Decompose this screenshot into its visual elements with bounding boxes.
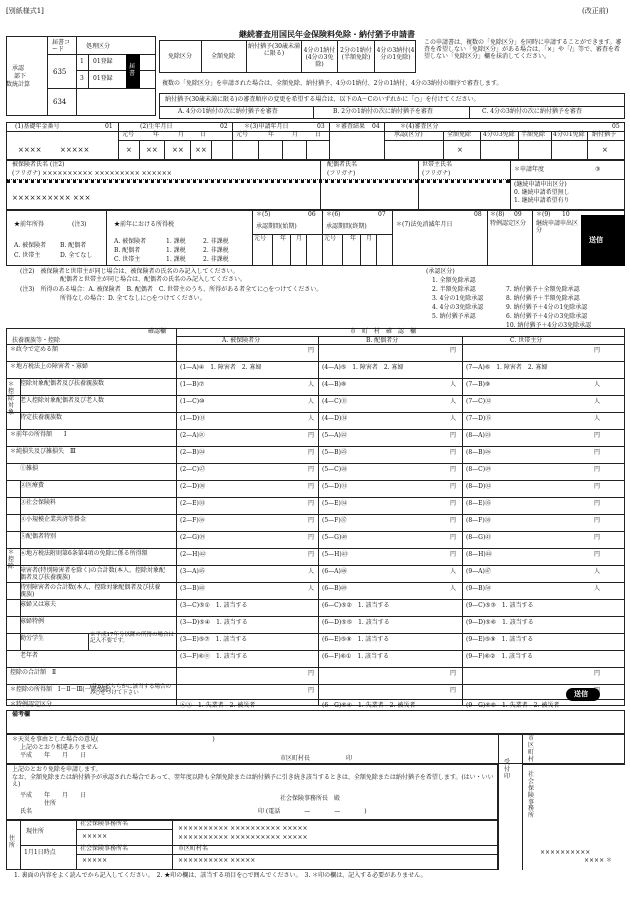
calc-row-label: ＊地方税法上の障害者・寡婦 [10, 363, 89, 370]
declaration-2: なお、全額免除または納付猶予が承認された場合であって、翌年度以降も全額免除または納付猶予に引き続き該当するときは、全額免除または納付猶予を希望します。(はい・いいえ) [12, 774, 494, 788]
calc-cell-a[interactable]: (2—F)㊱ [180, 517, 205, 524]
tax-insured: A. 被保険者 [114, 238, 147, 245]
declaration-1: 上記のとおり免除を申請します。 [12, 766, 102, 773]
basic-number-value-1: ×××× [18, 146, 42, 154]
income-option-b[interactable]: B. 配偶者 [60, 242, 87, 249]
calc-unit: 円 [308, 500, 315, 507]
tax-head-nontaxed[interactable]: 2. 非課税 [203, 256, 229, 263]
calc-unit: 円 [450, 500, 457, 507]
exemption-notice: この申請書は、複数の「免除区分」を同時に申請することができます。審査を希望しない「免除区分」がある場合は、「×」や「/」等で、審査を希望しない「免除区分」欄を抹消してください。 [424, 39, 622, 60]
calc-cell-c[interactable]: (8—B)㉖ [466, 449, 491, 456]
calc-cell-c[interactable]: (8—H)㊹ [466, 551, 492, 558]
jan1-address-value: ×××××××××× ××××× [178, 857, 256, 864]
calc-unit: 円 [594, 517, 601, 524]
elderly-note: ※平成17年分以降の所得の場合は記入不要です。 [90, 632, 174, 645]
defer-col: 納付猶予 [592, 131, 617, 138]
calc-cell-b[interactable]: (6—C)⑤② 1. 該当する [322, 602, 390, 609]
current-address-value-2: ×××××××××× ×××××××××× ××××× [178, 834, 308, 841]
calc-row-label: 勤労学生 [20, 635, 45, 642]
birth-code: 02 [220, 123, 228, 130]
approval-1: 1. 全額免除承認 [432, 277, 476, 284]
calc-cell-b[interactable]: (6—D)⑤⑤ 1. 該当する [322, 619, 390, 626]
exemption-header-full: 全額免除 [211, 53, 236, 60]
calc-cell-a[interactable]: (2—B)㉔ [180, 449, 205, 456]
calc-unit: 円 [450, 449, 457, 456]
end-month: 月 [366, 235, 373, 242]
review-type-code: 05 [612, 123, 620, 130]
calc-col-b: B. 配偶者分 [366, 337, 399, 344]
calc-cell-c[interactable]: (9—C)⑤③ 1. 該当する [466, 602, 534, 609]
approval-2: 2. 半額免除承認 [432, 286, 476, 293]
calc-unit: 人 [594, 568, 601, 575]
prev-income-note: (注3) [72, 221, 87, 228]
calc-cell-c[interactable]: (9—A)㊼ [466, 568, 491, 575]
mayor-seal: 市区町村長 印 [280, 755, 353, 762]
confirm-label: 確認欄 [148, 328, 167, 335]
calc-unit: 円 [308, 449, 315, 456]
calc-unit: 円 [450, 687, 457, 694]
birth-month-value: ×× [172, 146, 184, 154]
current-address-label: 現住所 [26, 828, 45, 835]
apply-year: 年 [268, 131, 275, 138]
calc-unit: 人 [450, 568, 457, 575]
calc-cell-c[interactable]: (9—F)⑥② 1. 該当する [466, 653, 534, 660]
period-start-label: 承認期間(始期) [256, 223, 297, 230]
calc-cell-b[interactable]: (4—A)⑤ 1. 障害者 2. 寡婦 [322, 364, 404, 371]
receipt-stamp-label: 受付印 [504, 759, 511, 780]
start-year: 年 [280, 235, 287, 242]
calc-cell-b[interactable]: (6—E)⑤⑧ 1. 該当する [322, 636, 390, 643]
disaster-confirm: 上記のとおり相違ありません [20, 744, 99, 751]
info-row-1 [6, 122, 625, 160]
calc-cell-c[interactable]: (8—C)㉙ [466, 466, 492, 473]
side-label-2: 部下 [14, 73, 27, 80]
calc-row-label: ⑤配偶者特別 [20, 533, 57, 540]
calc-cell-a[interactable]: (3—F)⑥⓪ 1. 該当する [180, 653, 248, 660]
field-8-desc: 特例認定区分 [490, 220, 527, 227]
field-9-code: 10 [562, 211, 570, 218]
calc-row-label: ＊特例認定区分 [10, 701, 53, 708]
row2-num: 3 [80, 75, 84, 82]
calc-row-label: ④小規模企業共済等掛金 [20, 516, 87, 523]
deduction-side-label-2: ＊控除 [8, 549, 15, 570]
approval-3: 3. 4分の1免除承認 [432, 295, 484, 302]
calc-cell-b[interactable]: (6—G)⑥④ 1. 失業者 2. 被災者 [322, 702, 416, 709]
calc-unit: 円 [594, 449, 601, 456]
calc-cell-a[interactable]: (2—C)㉗ [180, 466, 206, 473]
calc-cell-a[interactable]: (2—H)㊷ [180, 551, 206, 558]
exemption-header-type: 免除区分 [168, 53, 193, 60]
calc-cell-b[interactable]: (5—E)㉞ [322, 500, 347, 507]
approval-7: 7. 納付猶予＋全額免除承認 [506, 286, 580, 293]
calc-col-c: C. 世帯主分 [510, 337, 543, 344]
note-3b: 所得なしの場合：D. 全てなしに○をつけてください。 [60, 295, 206, 302]
tax-spouse: B. 配偶者 [114, 247, 141, 254]
sia-name-value: ××××× [82, 833, 108, 840]
exemption-header-q3: 4分の3納付(4分の1免除) [376, 47, 415, 61]
approval-6: 6. 納付猶予＋4分の3免除承認 [506, 313, 588, 320]
send-tag-1-label: 送信 [589, 235, 603, 244]
calc-row-label: ＊純損失及び雑損失 Ⅲ [10, 448, 76, 455]
half-exemption-col: 半額免除 [521, 131, 546, 138]
start-month: 月 [296, 235, 303, 242]
calc-cell-a[interactable]: (3—D)⑤④ 1. 該当する [180, 619, 248, 626]
spouse-name-label: 配偶者氏名 [327, 161, 358, 168]
calc-unit: 人 [450, 415, 457, 422]
priority-note: 納付猶予(30歳未満に限る)の審査順序の変更を希望する場合は、以下のA〜Cのいずれかに「○」を付けてください。 [165, 96, 480, 103]
calc-cell-c[interactable]: (9—D)⑤⑥ 1. 該当する [466, 619, 534, 626]
calc-col-a: A. 被保険者分 [222, 337, 261, 344]
remarks-block [6, 710, 625, 734]
calc-row-label: ②医療費 [20, 482, 45, 489]
calc-cell-a[interactable]: (3—A)㊺ [180, 568, 205, 575]
calc-row-label: ①雑損 [20, 465, 39, 472]
income-option-c[interactable]: C. 世帯主 [14, 252, 41, 259]
full-exemption-col: 全額免除 [447, 131, 472, 138]
calc-row-label: ⑥地方税法附則第6条第4項の免除に係る所得額 [20, 550, 148, 557]
sia-name-label-2: 社会保険事務所名 [80, 845, 129, 852]
birth-era-value: × [126, 146, 132, 154]
approval-5: 5. 納付猶予承認 [432, 313, 476, 320]
calc-unit: 円 [594, 500, 601, 507]
calc-cell-c[interactable]: (8—G)㊶ [466, 534, 492, 541]
exemption-order-note: 複数の「免除区分」を申請された場合は、全額免除、納付猶予、4分の1納付、2分の1納付、4分の3納付の順序で審査します。 [162, 80, 503, 87]
remarks-title: 備考欄 [12, 711, 31, 718]
calc-unit: 円 [308, 670, 315, 677]
tax-spouse-nontaxed[interactable]: 2. 非課税 [203, 247, 229, 254]
name-label: 氏名 [20, 808, 33, 815]
approval-type-label: 承認(区分) [394, 131, 423, 138]
calc-unit: 人 [308, 568, 315, 575]
insured-furigana: (フリガナ) ×××××××××× ××××××××× ×××××× [12, 170, 172, 177]
calc-unit: 円 [308, 347, 315, 354]
send-tag-2-label: 送信 [574, 689, 588, 698]
apply-year-label: ＊申請年度 [514, 166, 545, 173]
birth-era: 元号 [122, 131, 135, 138]
tax-spouse-taxed[interactable]: 1. 課税 [166, 247, 186, 254]
tax-status-label: ★前年における所得税 [114, 221, 175, 228]
calc-unit: 円 [308, 432, 315, 439]
basic-number-code: 01 [105, 123, 113, 130]
calc-unit: 円 [308, 687, 315, 694]
current-address-value: ×××××××××× ×××××××××× ××××× [178, 825, 308, 832]
jan1-label: 1月1日時点 [24, 849, 56, 856]
side-label-1: 承認 [12, 65, 25, 72]
city-side-label: 市区町村 [528, 735, 535, 763]
apply-day: 日 [315, 131, 322, 138]
review-result-code: 04 [372, 123, 380, 130]
field-6-code: 07 [378, 211, 386, 218]
city-name-label: 市区町村名 [178, 845, 209, 852]
field-8-label: ＊(8) [490, 211, 505, 218]
calc-cell-b[interactable]: (5—B)㉕ [322, 449, 347, 456]
field-8-code: 09 [514, 211, 522, 218]
calc-cell-c[interactable]: (7—B)⑨ [466, 381, 491, 388]
declaration-date: 平成 年 月 日 [20, 792, 87, 799]
calc-cell-b[interactable]: (5—C)㉘ [322, 466, 348, 473]
calc-cell-a[interactable]: (1—C)⑩ [180, 398, 205, 405]
approval-9: 9. 納付猶予＋4分の1免除承認 [506, 304, 588, 311]
send-tag-1 [581, 215, 625, 266]
calc-col-label: 扶養親族等・控除 [12, 337, 61, 344]
note-2b: 配偶者と世帯主が同じ場合は、配偶者の氏名のみ記入してください。 [60, 276, 247, 283]
field-5-code: 06 [308, 211, 316, 218]
review-type-label: ＊(4)審査区分 [400, 123, 439, 130]
calc-unit: 円 [308, 483, 315, 490]
calc-cell-c[interactable]: (9—B)㊿ [466, 585, 491, 592]
calc-cell-b[interactable]: (5—G)㊵ [322, 534, 348, 541]
disaster-opinion: ＊天災を事由とした場合の意見( ) [12, 736, 215, 743]
calc-unit: 円 [308, 534, 315, 541]
calc-row-label: 特別障害者の合計数(本人、控除対象配偶者及び扶養親族) [20, 584, 161, 598]
calc-cell-a[interactable]: (3—B)㊽ [180, 585, 205, 592]
priority-choice-b[interactable]: B. 2分の1納付の次に納付猶予を審査 [333, 108, 433, 115]
birth-label: (2)生年月日 [140, 123, 173, 130]
calc-cell-a[interactable]: (2—D)㉚ [180, 483, 206, 490]
exemption-header-q1: 4分の1納付(4分の3免除) [303, 47, 336, 68]
birth-day-value: ×× [195, 146, 207, 154]
calc-unit: 円 [594, 347, 601, 354]
calc-cell-c[interactable]: (8—D)㉜ [466, 483, 492, 490]
calc-cell-a[interactable]: (2—E)㉝ [180, 500, 205, 507]
calc-cell-c[interactable]: (7—D)⑮ [466, 415, 492, 422]
apply-era: 元号 [236, 131, 249, 138]
apply-date-code: 03 [317, 123, 325, 130]
calc-row-label: 特定扶養親族数 [20, 414, 63, 421]
start-era: 元号 [254, 235, 267, 242]
calc-unit: 円 [594, 466, 601, 473]
insured-kanji: ×××××××××× ××× [12, 194, 91, 202]
period-end-label: 承認期間(終期) [326, 223, 367, 230]
sia-name-label: 社会保険事務所名 [80, 820, 129, 827]
calc-cell-c[interactable]: (9—E)⑤⑨ 1. 該当する [466, 636, 534, 643]
calc-unit: 人 [450, 398, 457, 405]
calc-row-label: 寡婦特例 [20, 618, 45, 625]
calc-unit: 円 [450, 551, 457, 558]
basic-number-label: (1)基礎年金番号 [15, 123, 60, 130]
calc-unit: 人 [308, 415, 315, 422]
sia-name-value-2: ××××× [82, 857, 108, 864]
calc-unit: 円 [594, 432, 601, 439]
row2-label: 01登録 [93, 75, 113, 82]
calc-row-label: 寡婦又は寡夫 [20, 601, 57, 608]
calc-cell-a[interactable]: (2—G)㊴ [180, 534, 206, 541]
insured-name-label: 被保険者氏名 (注2) [12, 161, 65, 168]
birth-year-value: ×× [146, 146, 158, 154]
calc-cell-b[interactable]: (4—B)⑧ [322, 381, 347, 388]
continue-option-1[interactable]: 1. 継続申請希望有り [514, 197, 570, 204]
code-635: 635 [53, 68, 67, 76]
birth-month: 月 [178, 131, 185, 138]
special-note: (注5) どちらかに該当する場合のみ○をつけて下さい [90, 684, 172, 697]
calc-cell-a[interactable]: (1—A)④ 1. 障害者 2. 寡婦 [180, 364, 262, 371]
apply-year-value: ③ [595, 166, 601, 173]
tax-insured-nontaxed[interactable]: 2. 非課税 [203, 238, 229, 245]
calc-cell-c[interactable]: (7—C)⑫ [466, 398, 492, 405]
field-7-code: 08 [474, 211, 482, 218]
calc-unit: 人 [594, 415, 601, 422]
approval-10: 10. 納付猶予＋4分の3免除承認 [506, 322, 592, 329]
calc-unit: 円 [308, 466, 315, 473]
field-9-label: ＊(9) [536, 211, 551, 218]
field-5-label: ＊(5) [256, 211, 271, 218]
disaster-date: 平成 年 月 日 [20, 752, 87, 759]
calc-unit: 人 [308, 585, 315, 592]
stamp-label: 届書 [129, 63, 136, 77]
calc-cell-b[interactable]: (6—B)㊾ [322, 585, 347, 592]
calc-cell-c[interactable]: (9—G)⑥⑤ 1. 失業者 2. 被災者 [466, 702, 560, 709]
calc-cell-b[interactable]: (4—D)⑭ [322, 415, 348, 422]
calc-cell-a[interactable]: (3—E)⑤⑦ 1. 該当する [180, 636, 248, 643]
residence-side-label: 住所 [9, 835, 16, 849]
calc-row-label: ＊前年の所得額 Ⅰ [10, 431, 67, 438]
calc-row-label: ＊控除の所得額 Ⅰ－Ⅱ－Ⅲ(一部免除) [10, 686, 111, 693]
calc-unit: 人 [450, 381, 457, 388]
apply-month: 月 [292, 131, 299, 138]
calc-cell-a[interactable]: (1—D)⑬ [180, 415, 206, 422]
seal-phone: 印 (電話 — — ) [258, 808, 367, 815]
field-9-desc: 継続申請申出区分 [536, 220, 579, 234]
calc-cell-a[interactable]: (1—B)⑦ [180, 381, 205, 388]
calc-unit: 円 [594, 534, 601, 541]
revision-label: (改正前) [582, 7, 609, 15]
spouse-furigana: (フリガナ) [327, 170, 356, 177]
calc-row-label: 障害者(特別障害者を除く)の合計数(本人、控除対象配偶者及び扶養親族) [20, 567, 166, 581]
calc-cell-b[interactable]: (4—C)⑪ [322, 398, 348, 405]
calc-unit: 人 [594, 381, 601, 388]
sia-code-value-2: ×××× ＊ [584, 857, 613, 864]
income-option-a[interactable]: A. 被保険者 [14, 242, 47, 249]
birth-year: 年 [153, 131, 160, 138]
calc-unit: 人 [594, 585, 601, 592]
tax-head-taxed[interactable]: 1. 課税 [166, 256, 186, 263]
calc-unit: 円 [594, 551, 601, 558]
row1-label: 01登録 [93, 58, 113, 65]
exemption-header-defer: 納付猶予(30歳未満に限る) [248, 43, 300, 57]
tax-insured-taxed[interactable]: 1. 課税 [166, 238, 186, 245]
sia-side-label: 社会保険事務所 [528, 771, 535, 820]
calc-row-label: 老年者 [20, 652, 39, 659]
calc-cell-c[interactable]: (8—E)㉟ [466, 500, 491, 507]
field-7-label: ＊(7)法免消滅年月日 [396, 221, 453, 228]
form-type-label: [別紙様式1] [6, 7, 44, 15]
calc-row-label: ③社会保険料 [20, 499, 57, 506]
calc-unit: 円 [450, 517, 457, 524]
end-year: 年 [350, 235, 357, 242]
calc-cell-a[interactable]: ⑥③ 1. 失業者 2. 被災者 [180, 702, 256, 709]
calc-unit: 円 [450, 347, 457, 354]
calc-cell-b[interactable]: (5—D)㉛ [322, 483, 348, 490]
tax-head: C. 世帯主 [114, 256, 141, 263]
side-label-3: 数統計算 [6, 81, 31, 88]
calc-row-label: 老人控除対象配偶者及び老人数 [20, 397, 105, 404]
field-6-label: ＊(6) [326, 211, 341, 218]
prev-income-label: ★前年所得 [14, 221, 45, 228]
calc-cell-a[interactable]: (2—A)㉑ [180, 432, 205, 439]
calc-unit: 円 [450, 670, 457, 677]
calc-unit: 円 [308, 551, 315, 558]
calc-unit: 円 [450, 466, 457, 473]
note-2: (注2) 被保険者と世帯主が同じ場合は、被保険者の氏名のみ記入してください。 [20, 268, 239, 275]
approval-title: (承認区分) [426, 268, 455, 275]
approval-4: 4. 4分の3免除承認 [432, 304, 484, 311]
end-era: 元号 [324, 235, 337, 242]
calc-cell-b[interactable]: (5—H)㊸ [322, 551, 348, 558]
calc-cell-b[interactable]: (5—A)㉒ [322, 432, 347, 439]
calc-row-label: 控除対象配偶者及び扶養親族数 [20, 380, 105, 387]
q1-exemption-col: 4分の1免除 [553, 131, 585, 138]
calc-row-label: ＊政令で定める額 [10, 346, 59, 353]
calc-unit: 円 [308, 517, 315, 524]
continue-section-label: (継続申請申出区分) [514, 181, 567, 188]
address-label: 住所 [44, 800, 57, 807]
review-result-label: ＊審査結果 [335, 123, 366, 130]
calc-cell-b[interactable]: (5—F)㊲ [322, 517, 347, 524]
sia-director: 社会保険事務所長 殿 [280, 795, 341, 802]
exemption-header-half: 2分の1納付(半額免除) [340, 47, 372, 61]
city-confirm-label: 市 町 村 確 認 欄 [350, 328, 417, 335]
priority-choice-c[interactable]: C. 4分の3納付の次に納付猶予を審査 [482, 108, 582, 115]
row1-num: 1 [80, 58, 84, 65]
q3-exemption-col: 4分の3免除 [483, 131, 515, 138]
continue-option-0[interactable]: 0. 継続申請希望無し [514, 189, 570, 196]
form-title: 継続審査用国民年金保険料免除・納付猶予申請書 [239, 29, 415, 39]
calc-cell-b[interactable]: (6—A)㊻ [322, 568, 347, 575]
calc-unit: 円 [594, 483, 601, 490]
code-header: 届書コード [52, 39, 71, 53]
full-value: × [457, 146, 463, 154]
head-name-label: 世帯主氏名 [422, 161, 453, 168]
calc-unit: 人 [308, 398, 315, 405]
calc-cell-b[interactable]: (6—F)⑥① 1. 該当する [322, 653, 390, 660]
footer-note: 1. 裏面の内容をよく読んでから記入してください。 2. ★印の欄は、該当する項目を○で囲んでください。 3. ＊印の欄は、記入する必要がありません。 [14, 872, 427, 879]
deduction-side-label: ＊控除対象 [8, 381, 15, 416]
basic-number-value-2: ××××× [60, 146, 90, 154]
calc-unit: 円 [450, 483, 457, 490]
approval-8: 8. 納付猶予＋半額免除承認 [506, 295, 580, 302]
priority-choice-a[interactable]: A. 4分の1納付の次に納付猶予を審査 [178, 108, 278, 115]
income-option-d[interactable]: D. 全てなし [60, 252, 93, 259]
head-furigana: (フリガナ) [422, 170, 451, 177]
apply-date-label: ＊(3)申請年月日 [244, 123, 289, 130]
calc-unit: 人 [450, 585, 457, 592]
note-3: (注3) 所得のある場合：A. 被保険者 B. 配偶者 C. 世帯主のうち、所得がある者全てに○をつけてください。 [20, 286, 323, 293]
calc-unit: 円 [450, 432, 457, 439]
sia-code-value: ×××××××××× [540, 849, 591, 856]
calc-unit: 円 [594, 670, 601, 677]
calc-cell-c[interactable]: (8—A)㉓ [466, 432, 491, 439]
calc-unit: 円 [450, 534, 457, 541]
calc-cell-c[interactable]: (8—F)㊳ [466, 517, 491, 524]
calc-cell-a[interactable]: (3—C)⑤① 1. 該当する [180, 602, 248, 609]
calc-unit: 人 [594, 398, 601, 405]
defer-value: × [602, 146, 608, 154]
calc-row-label: 控除の合計額 Ⅱ [10, 669, 57, 676]
calc-cell-c[interactable]: (7—A)⑥ 1. 障害者 2. 寡婦 [466, 364, 548, 371]
birth-day: 日 [200, 131, 207, 138]
process-header: 処理区分 [86, 43, 111, 50]
code-634: 634 [53, 98, 67, 106]
calc-unit: 人 [308, 381, 315, 388]
